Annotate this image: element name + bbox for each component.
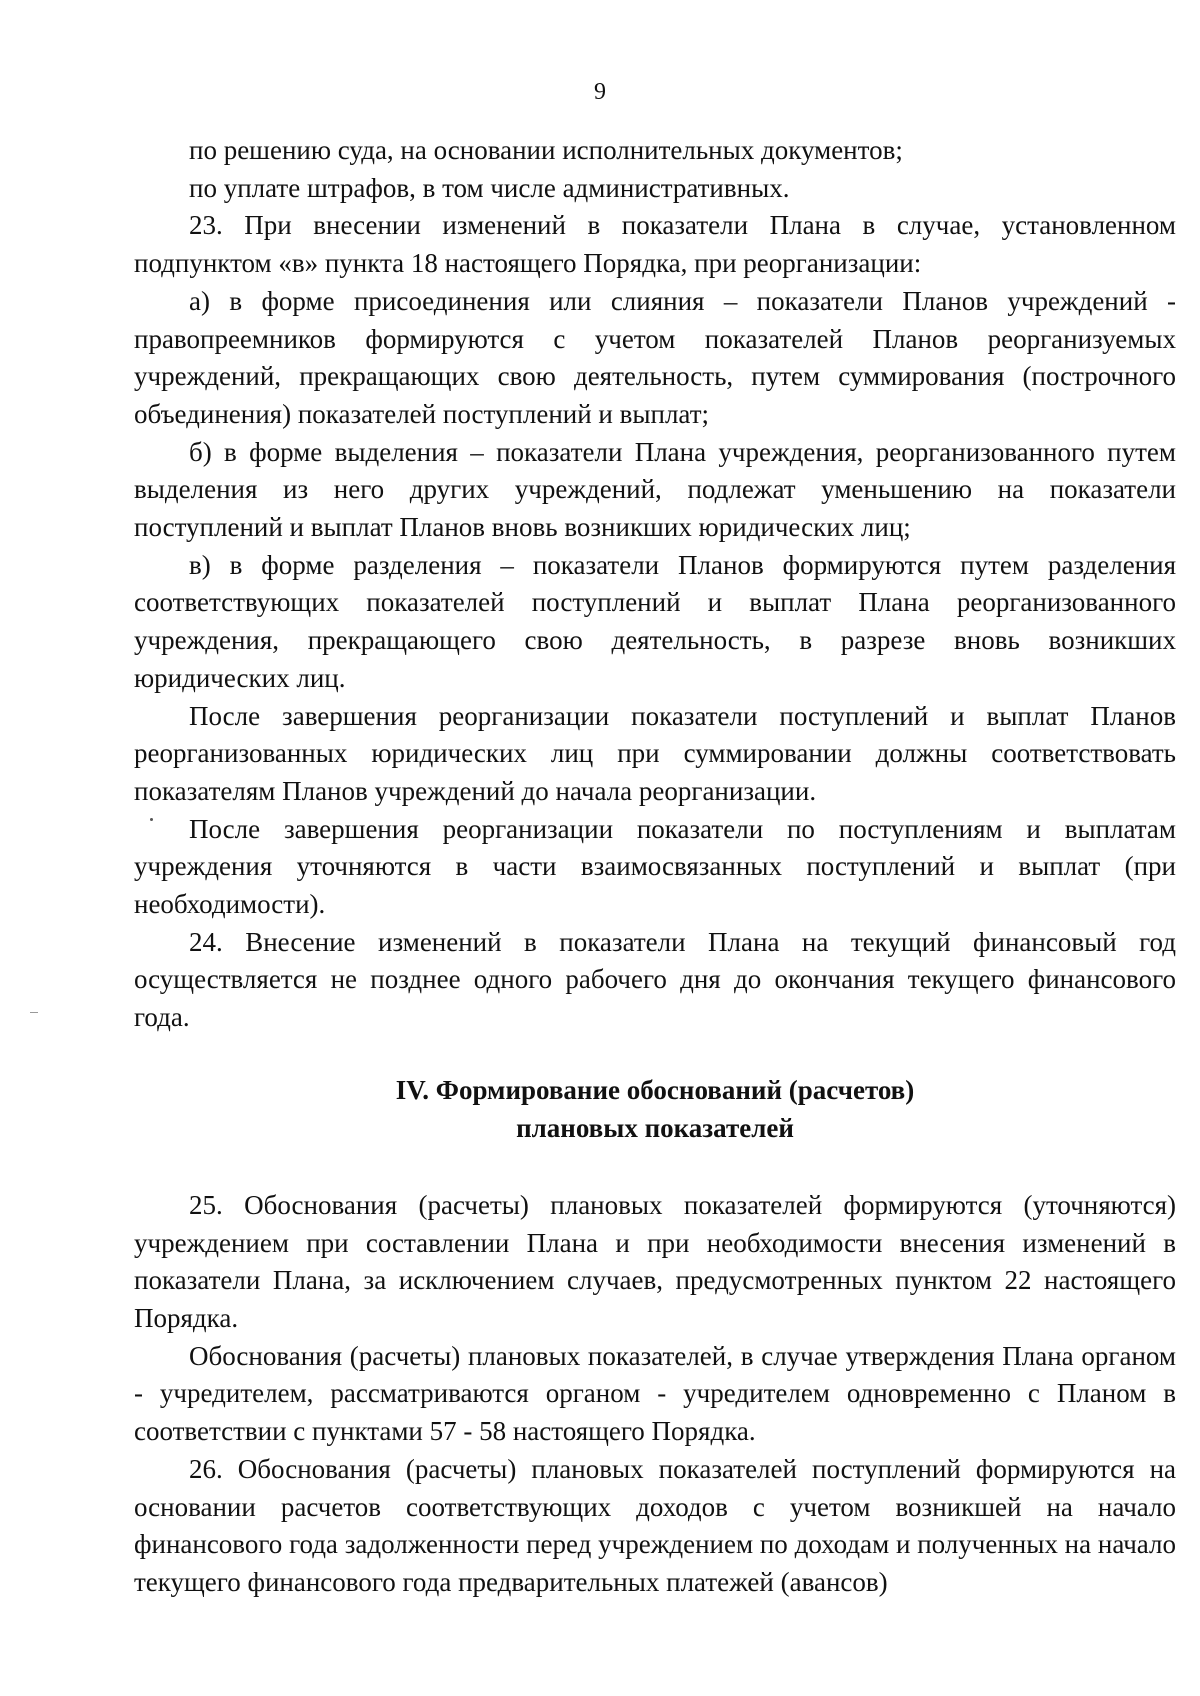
paragraph-26: 26. Обоснования (расчеты) плановых показателей поступлений формируются на основании расчетов соответствующих доходов с учетом возникшей на начало финансового года задолженности перед учреждением по доходам и полученных на начало текущего финансового года предварительных платежей (авансов)	[134, 1453, 1176, 1597]
page-number: 9	[594, 79, 606, 105]
document-body	[134, 132, 1176, 1602]
section-heading-line-1: IV. Формирование обоснований (расчетов)	[395, 1074, 915, 1105]
paragraph-court-decision: по решению суда, на основании исполнительных документов;	[189, 135, 903, 165]
paragraph-23-a: а) в форме присоединения или слияния – показатели Планов учреждений - правопреемников формируются с учетом показателей Планов реорганизуемых учреждений, прекращающих свою деятельность, путем суммирования (построчного объединения) показателей поступлений и выплат;	[134, 285, 1176, 429]
paragraph-after-reorganization-2: После завершения реорганизации показатели по поступлениям и выплатам учреждения уточняются в части взаимосвязанных поступлений и выплат (при необходимости).	[134, 813, 1176, 920]
paragraph-25: 25. Обоснования (расчеты) плановых показателей формируются (уточняются) учреждением при составлении Плана и при необходимости внесения изменений в показатели Плана, за исключением случаев, предусмотренных пунктом 22 настоящего Порядка.	[134, 1189, 1176, 1333]
paragraph-24: 24. Внесение изменений в показатели Плана на текущий финансовый год осуществляется не позднее одного рабочего дня до окончания текущего финансового года.	[134, 926, 1176, 1033]
paragraph-after-reorganization-1: После завершения реорганизации показатели поступлений и выплат Планов реорганизованных юридических лиц при суммировании должны соответствовать показателям Планов учреждений до начала реорганизации.	[134, 700, 1176, 806]
section-heading-line-2: плановых показателей	[516, 1112, 794, 1143]
paragraph-25-approval: Обоснования (расчеты) плановых показателей, в случае утверждения Плана органом - учредителем, рассматриваются органом - учредителем одновременно с Планом в соответствии с пунктами 57 - 58 настоящего Порядка.	[134, 1340, 1176, 1447]
paragraph-23-v: в) в форме разделения – показатели Планов формируются путем разделения соответствующих показателей поступлений и выплат Плана реорганизованного учреждения, прекращающего свою деятельность, в разрезе вновь возникших юридических лиц.	[134, 549, 1176, 693]
paragraph-23: 23. При внесении изменений в показатели Плана в случае, установленном подпунктом «в» пункта 18 настоящего Порядка, при реорганизации:	[134, 210, 1176, 279]
section-heading	[134, 1071, 1176, 1147]
paragraph-fines: по уплате штрафов, в том числе административных.	[189, 172, 790, 203]
margin-mark	[30, 1012, 38, 1013]
paragraph-23-b: б) в форме выделения – показатели Плана учреждения, реорганизованного путем выделения из него других учреждений, подлежат уменьшению на показатели поступлений и выплат Планов вновь возникших юридических лиц;	[134, 436, 1176, 543]
